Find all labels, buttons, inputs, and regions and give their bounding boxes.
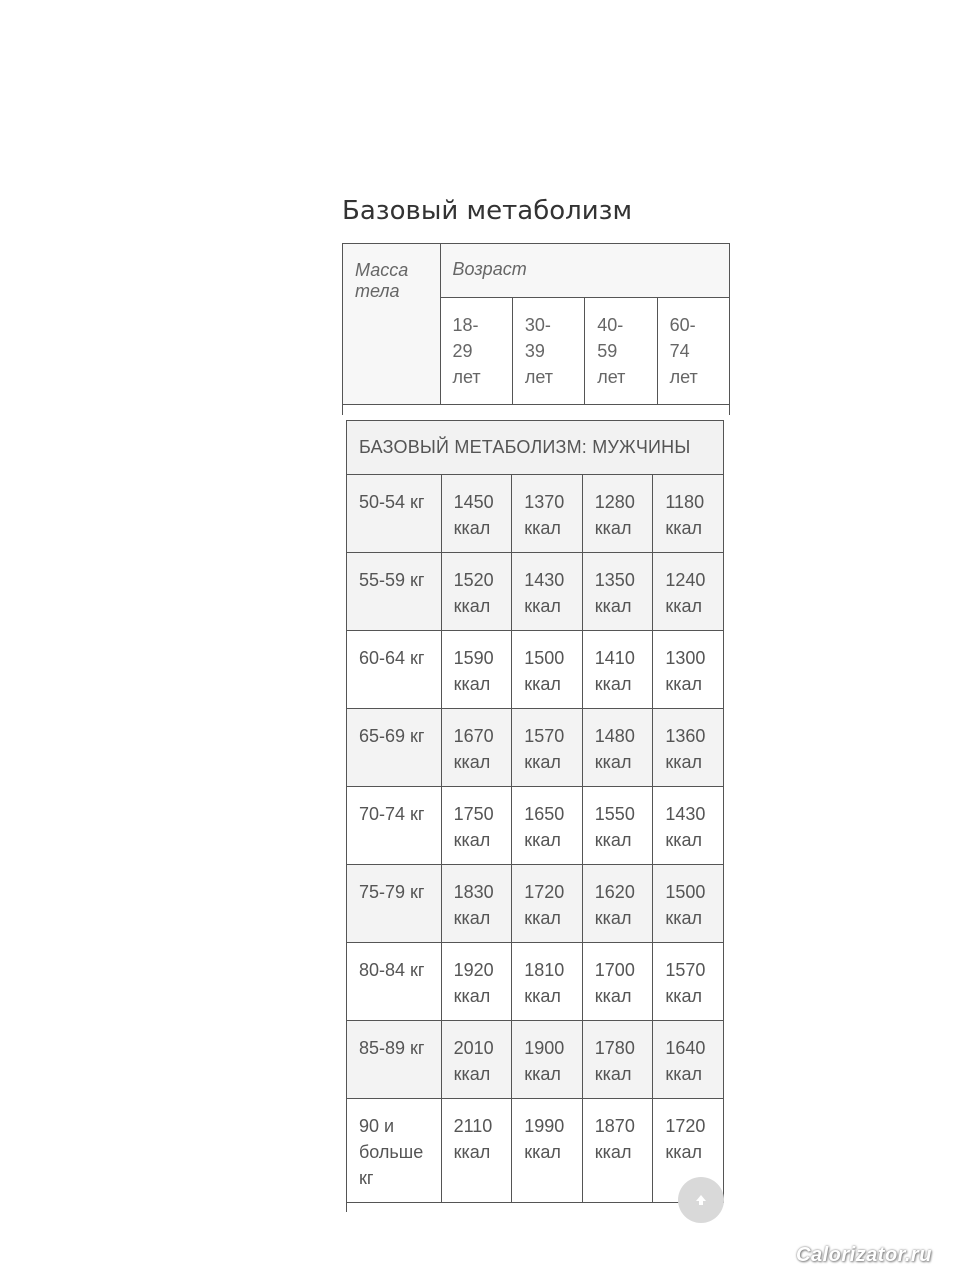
value-cell: 1670 ккал [441, 709, 512, 787]
age-range-cell: 40- 59 лет [585, 298, 657, 405]
value-cell: 1810 ккал [512, 943, 583, 1021]
value-cell: 1620 ккал [582, 865, 653, 943]
table-row [347, 709, 724, 787]
mass-cell: 60-64 кг [347, 631, 442, 709]
value-cell: 1450 ккал [441, 475, 512, 553]
value-cell: 1550 ккал [582, 787, 653, 865]
value-cell: 1650 ккал [512, 787, 583, 865]
table-continuation [342, 403, 730, 415]
value-cell: 1500 ккал [653, 865, 724, 943]
mass-cell: 90 и больше кг [347, 1099, 442, 1203]
age-range-cell: 18- 29 лет [440, 298, 512, 405]
value-cell: 1280 ккал [582, 475, 653, 553]
value-cell: 1360 ккал [653, 709, 724, 787]
metabolism-table-men [346, 420, 724, 1203]
mass-cell: 80-84 кг [347, 943, 442, 1021]
value-cell: 2010 ккал [441, 1021, 512, 1099]
mass-cell: 55-59 кг [347, 553, 442, 631]
value-cell: 1590 ккал [441, 631, 512, 709]
value-cell: 1570 ккал [653, 943, 724, 1021]
value-cell: 1430 ккал [512, 553, 583, 631]
value-cell: 1410 ккал [582, 631, 653, 709]
value-cell: 1430 ккал [653, 787, 724, 865]
table-heading: БАЗОВЫЙ МЕТАБОЛИЗМ: МУЖЧИНЫ [347, 421, 724, 475]
value-cell: 1750 ккал [441, 787, 512, 865]
value-cell: 1700 ккал [582, 943, 653, 1021]
watermark: Calorizator.ru [796, 1244, 932, 1266]
age-header: Возраст [440, 244, 730, 298]
mass-cell: 75-79 кг [347, 865, 442, 943]
value-cell: 1480 ккал [582, 709, 653, 787]
arrow-up-icon [693, 1192, 709, 1208]
scroll-to-top-button[interactable] [678, 1177, 724, 1223]
table-row [347, 631, 724, 709]
table-row [347, 787, 724, 865]
value-cell: 1640 ккал [653, 1021, 724, 1099]
mass-cell: 70-74 кг [347, 787, 442, 865]
value-cell: 1780 ккал [582, 1021, 653, 1099]
value-cell: 1180 ккал [653, 475, 724, 553]
value-cell: 1570 ккал [512, 709, 583, 787]
value-cell: 1870 ккал [582, 1099, 653, 1203]
table-row [347, 553, 724, 631]
value-cell: 1990 ккал [512, 1099, 583, 1203]
table-row [347, 943, 724, 1021]
mass-header: Масса тела [343, 244, 441, 405]
value-cell: 2110 ккал [441, 1099, 512, 1203]
age-range-cell: 60- 74 лет [657, 298, 729, 405]
value-cell: 1300 ккал [653, 631, 724, 709]
value-cell: 1370 ккал [512, 475, 583, 553]
value-cell: 1240 ккал [653, 553, 724, 631]
age-range-cell: 30- 39 лет [512, 298, 584, 405]
value-cell: 1500 ккал [512, 631, 583, 709]
value-cell: 1350 ккал [582, 553, 653, 631]
table-row [347, 1021, 724, 1099]
value-cell: 1900 ккал [512, 1021, 583, 1099]
table-row [347, 475, 724, 553]
mass-cell: 50-54 кг [347, 475, 442, 553]
value-cell: 1720 ккал [512, 865, 583, 943]
table-row [347, 865, 724, 943]
mass-cell: 65-69 кг [347, 709, 442, 787]
page-title: Базовый метаболизм [342, 196, 633, 226]
age-header-table [342, 243, 730, 405]
value-cell: 1520 ккал [441, 553, 512, 631]
mass-cell: 85-89 кг [347, 1021, 442, 1099]
value-cell: 1720 ккал [653, 1099, 724, 1203]
table-continuation [346, 1200, 724, 1212]
table-row [347, 1099, 724, 1203]
value-cell: 1920 ккал [441, 943, 512, 1021]
value-cell: 1830 ккал [441, 865, 512, 943]
